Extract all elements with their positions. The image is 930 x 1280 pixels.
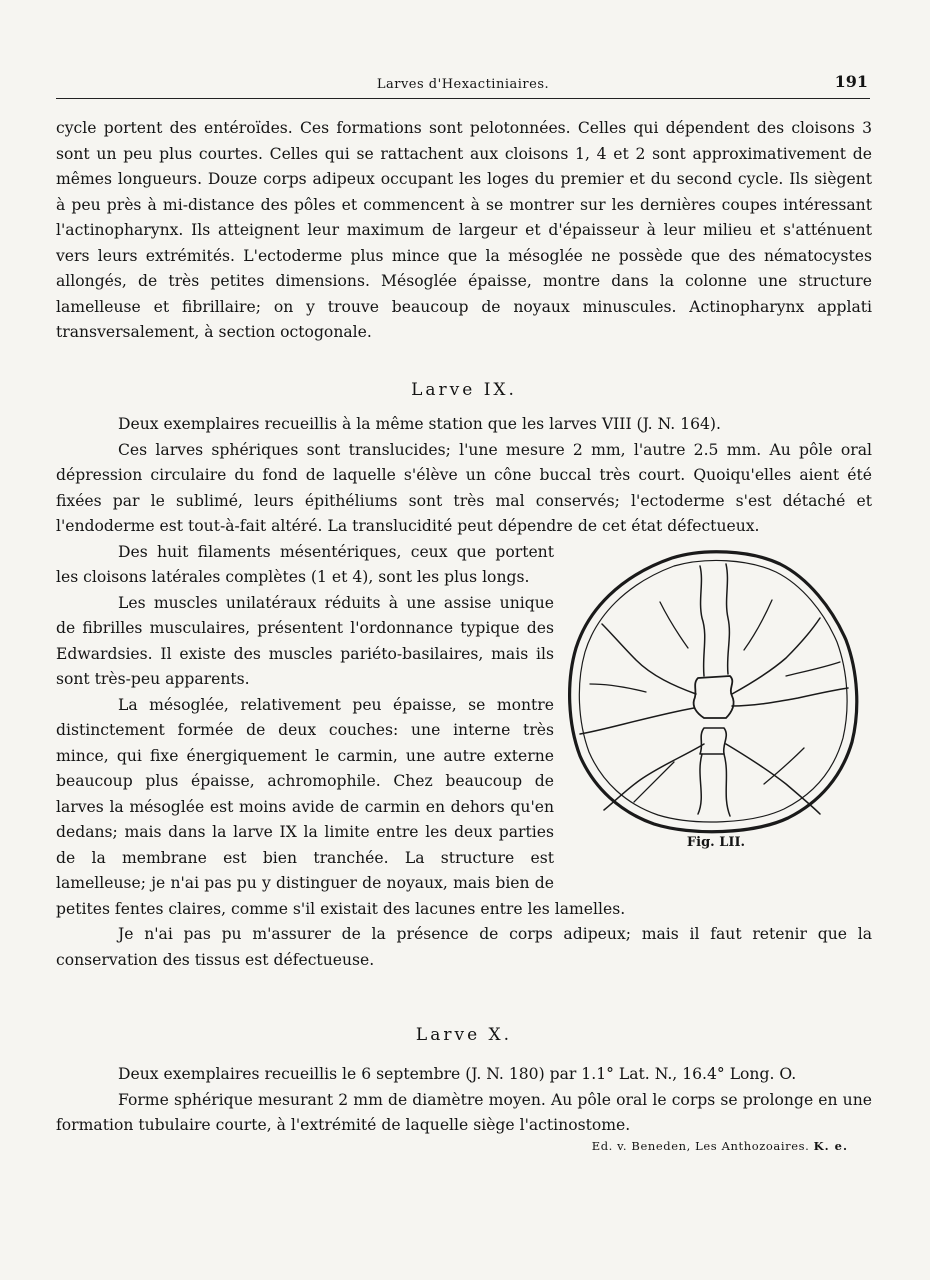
larve-x-text-block [56, 1062, 872, 1139]
mesentery-ventral-left [698, 754, 702, 814]
larve-ix-paragraph-2: Ces larves sphériques sont translucides; l'une mesure 2 mm, l'autre 2.5 mm. Au pôle oral dépression circulaire du fond de laquelle s'élève un cône buccal très court. Quoiqu'elles aient été fixées par le sublimé, leurs épithéliums sont très mal conservés; l'ectoderme s'est détaché et l'endoderme est tout-à-fait altéré. La translucidité peut dépendre de cet état défectueux. [56, 440, 872, 535]
larve-ix-paragraph-3: Des huit filaments mésentériques, ceux que portent les cloisons latérales complètes (1 et 4), sont les plus longs. [56, 542, 554, 586]
larve-ix-paragraph-6: Je n'ai pas pu m'assurer de la présence de corps adipeux; mais il faut retenir que la conservation des tissus est défectueuse. [56, 925, 872, 969]
larve-x-paragraph-1: Deux exemplaires recueillis le 6 septembre (J. N. 180) par 1.1° Lat. N., 16.4° Long. O. [118, 1065, 797, 1083]
mesentery-1 [602, 624, 696, 694]
mesentery-2 [580, 708, 694, 734]
body-wall-inner [579, 560, 847, 822]
body-wall-outer [570, 551, 857, 831]
mesentery-8 [744, 600, 772, 650]
section-heading-larve-x: Larve X. [415, 1025, 513, 1045]
footer-reference [592, 1139, 848, 1153]
section-heading-larve-ix: Larve IX. [411, 380, 517, 400]
mesentery-6 [726, 744, 820, 814]
mesentery-dorsal-right [726, 564, 729, 674]
page-header [56, 72, 870, 99]
running-title: Larves d'Hexactiniaires. [376, 77, 550, 92]
actinopharynx-upper [694, 676, 734, 718]
larve-ix-paragraph-5: La mésoglée, relativement peu épaisse, se montre distinctement formée de deux couches: une interne très mince, qui fixe énergiquement le carmin, une autre externe beaucoup plus épaisse, achromophile. Chez beaucoup de larves la mésoglée est moins avide de carmin en dehors qu'en dedans; mais dans la larve IX la limite entre les deux parties de la membrane est bien tranchée. La structure est lamelleuse; je n'ai pas pu y distinguer de noyaux, mais bien de petites fentes claires, comme s'il existait des lacunes entre les lamelles. [56, 695, 626, 918]
mesentery-12 [764, 748, 804, 784]
mesentery-11 [634, 762, 674, 802]
actinopharynx-lower [700, 728, 726, 754]
figure-caption: Fig. LII. [686, 834, 746, 850]
intro-text-block [56, 116, 872, 346]
mesentery-dorsal-left [700, 566, 705, 676]
larve-x-paragraph-2: Forme sphérique mesurant 2 mm de diamètre moyen. Au pôle oral le corps se prolonge en une formation tubulaire courte, à l'extrémité de laquelle siège l'actinostome. [56, 1090, 872, 1134]
mesentery-9 [590, 684, 646, 692]
mesentery-4 [732, 618, 820, 694]
page-number: 191 [834, 72, 868, 91]
mesentery-10 [786, 662, 840, 676]
larve-ix-text-block [56, 412, 872, 973]
footer-signature: K. e. [813, 1139, 848, 1153]
larva-cross-section-illustration [564, 544, 864, 834]
intro-paragraph: cycle portent des entéroïdes. Ces formations sont pelotonnées. Celles qui dépendent des cloisons 3 sont un peu plus courtes. Celles qui se rattachent aux cloisons 1, 4 et 2 sont approximativement de mêmes longueurs. Douze corps adipeux occupant les loges du premier et du second cycle. Ils siègent à peu près à mi-distance des pôles et commencent à se montrer sur les dernières coupes intéressant l'actinopharynx. Ils atteignent leur maximum de largeur et d'épaisseur à leur milieu et s'atténuent vers leurs extrémités. L'ectoderme plus mince que la mésoglée ne possède que des nématocystes allongés, de très petites dimensions. Mésoglée épaisse, montre dans la colonne une structure lamelleuse et fibrillaire; on y trouve beaucoup de noyaux minuscules. Actinopharynx applati transversalement, à section octogonale. [56, 119, 872, 341]
mesentery-7 [660, 602, 688, 648]
larve-ix-paragraph-4: Les muscles unilatéraux réduits à une assise unique de fibrilles musculaires, présentent l'ordonnance typique des Edwardsies. Il existe des muscles pariéto-basilaires, mais ils sont très-peu apparents. [56, 593, 554, 688]
larve-ix-paragraph-1: Deux exemplaires recueillis à la même station que les larves VIII (J. N. 164). [118, 415, 721, 433]
figure-lii [560, 540, 872, 878]
mesentery-ventral-right [724, 754, 730, 816]
mesentery-5 [732, 688, 848, 706]
mesentery-3 [604, 744, 704, 810]
footer-citation: Ed. v. Beneden, Les Anthozoaires. [591, 1139, 810, 1153]
